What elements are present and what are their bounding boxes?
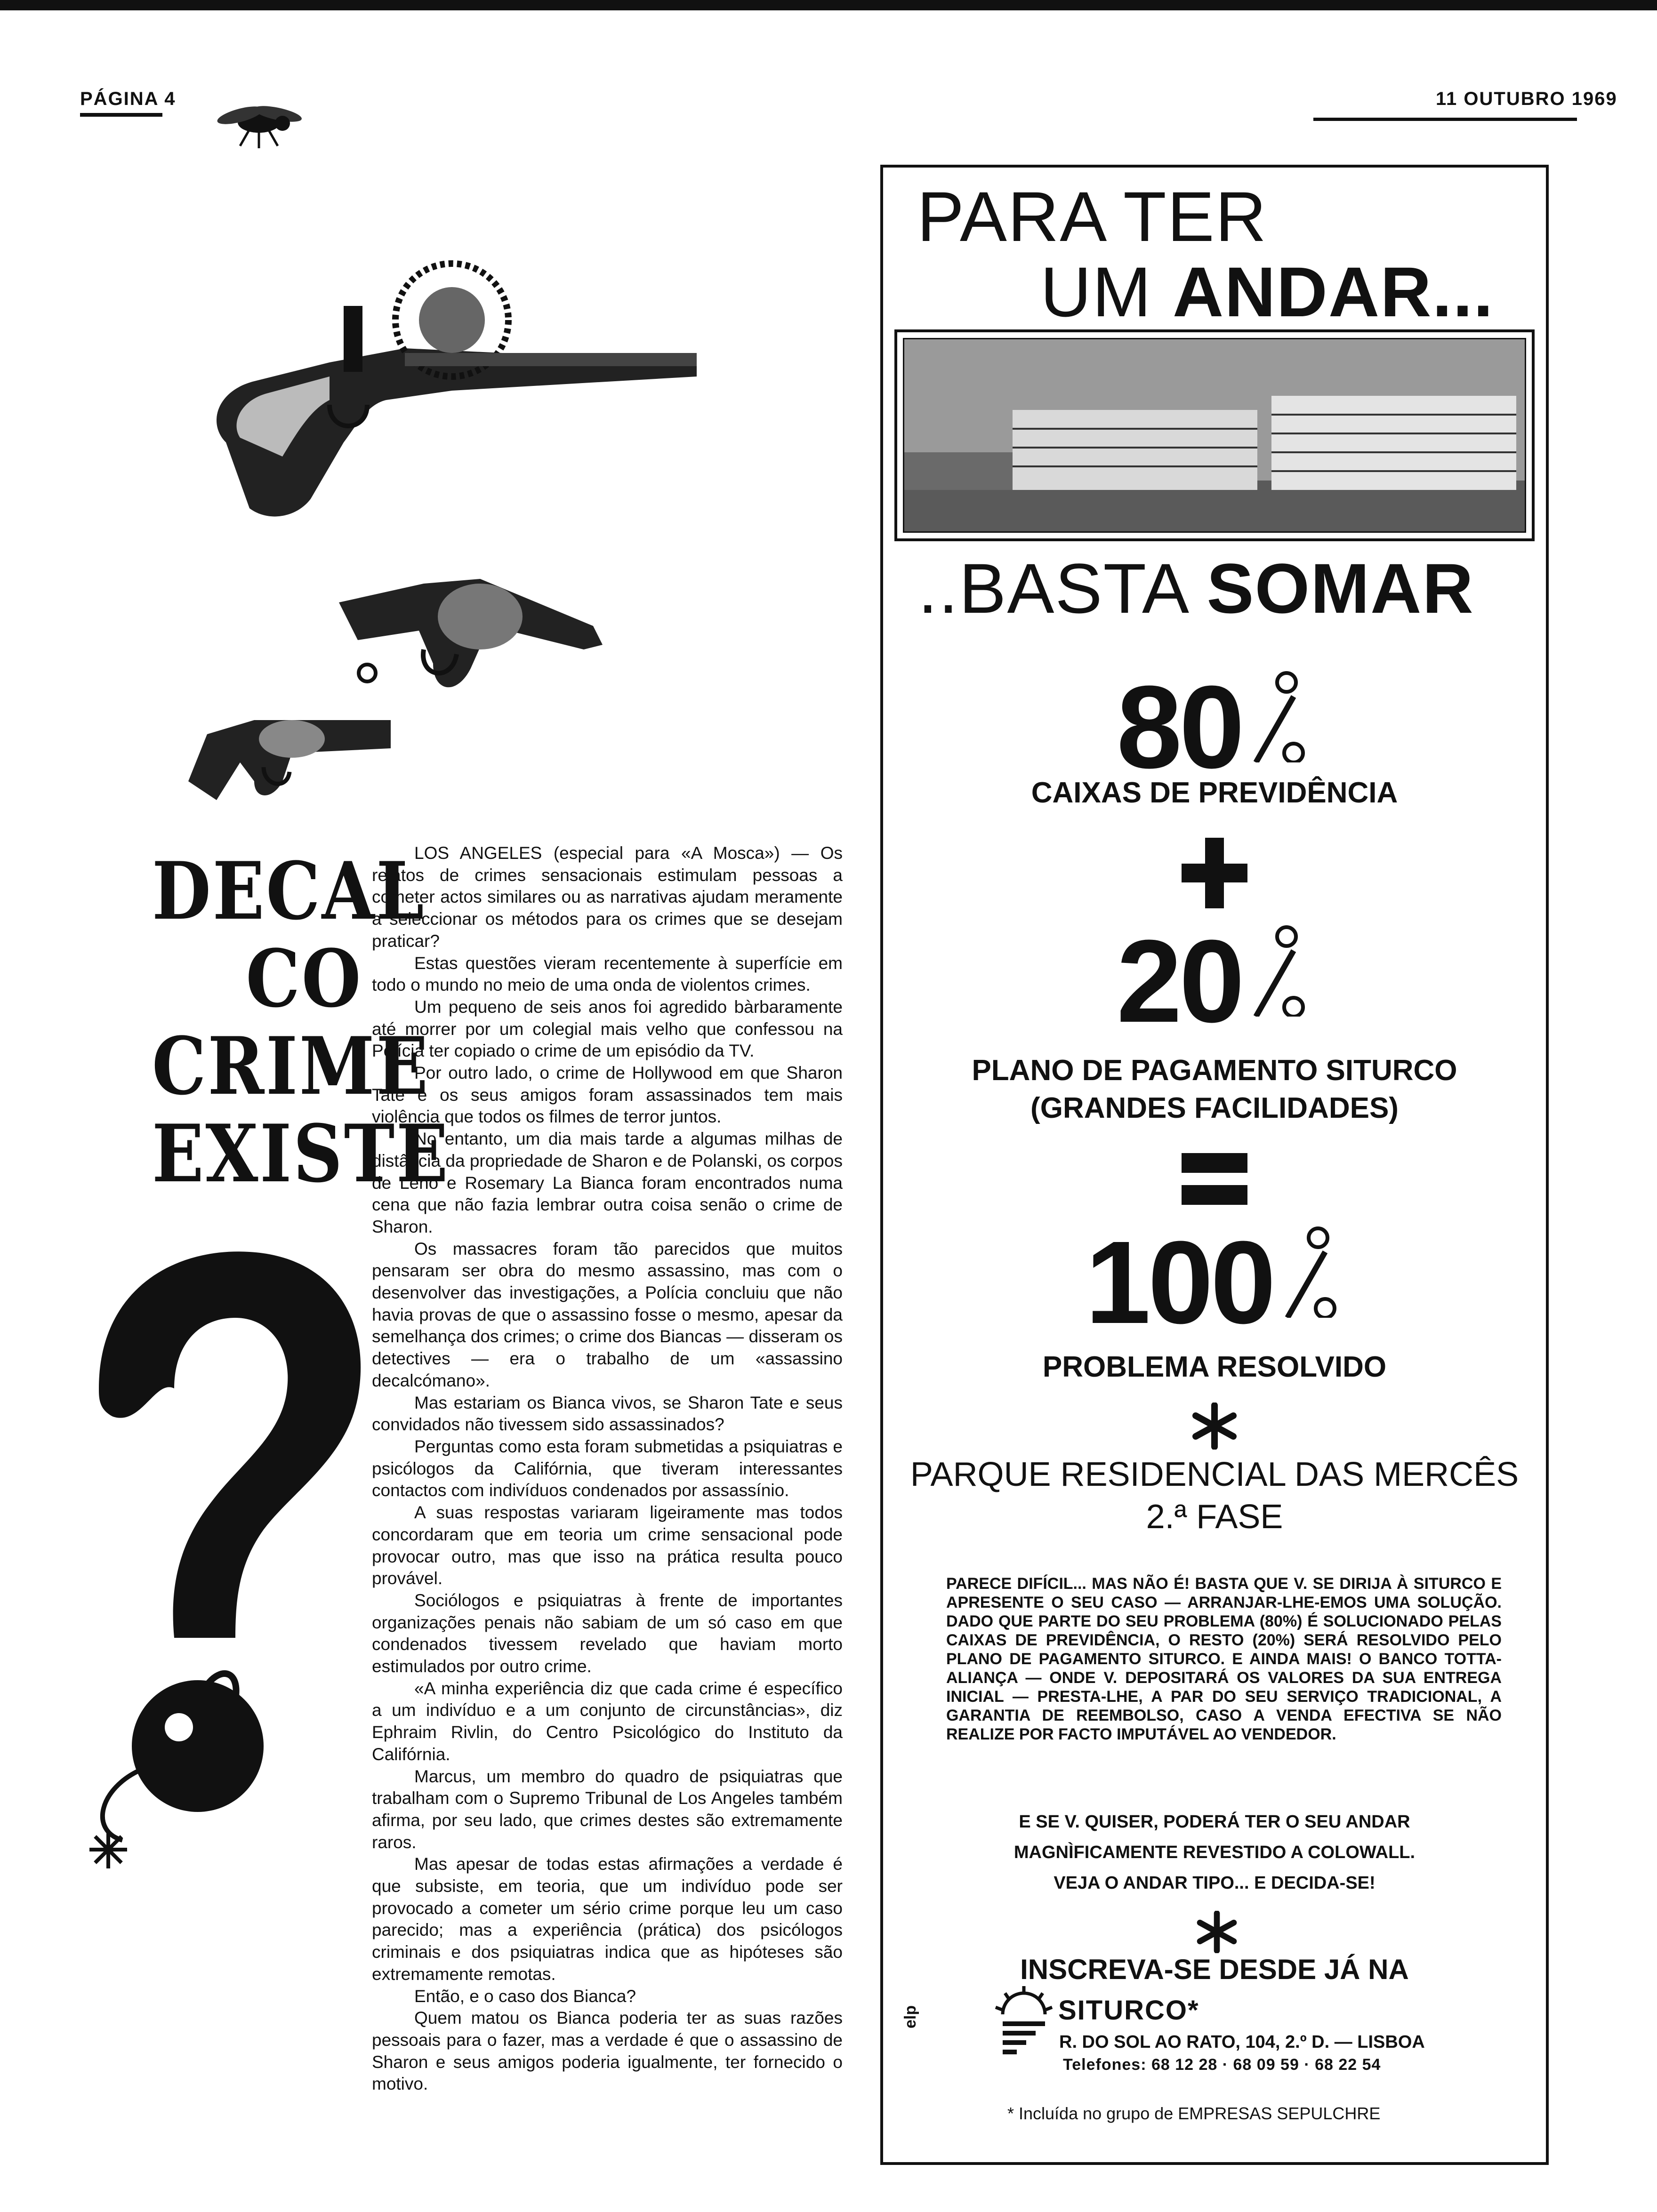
article-paragraph: Por outro lado, o crime de Hollywood em que Sharon Tate e os seus amigos foram assassinados tem mais violência que todos os filmes de terror juntos. [372,1063,843,1127]
percent-80-number: 80 [1116,661,1242,793]
article-paragraph: Quem matou os Bianca poderia ter as suas razões pessoais para o fazer, mas a verdade é que o assassino de Sharon e seus amigos poderia igualmente, ter fornecido o motivo. [372,2008,843,2094]
ad-title-line1: PARA TER [917,177,1268,256]
revolver-icon [339,579,603,687]
article-paragraph: Então, e o caso dos Bianca? [414,1986,636,2006]
percent-sign-icon [1242,668,1312,762]
inscreva-text: INSCREVA-SE DESDE JÁ NA [1020,1954,1409,1985]
article-paragraph: Mas estariam os Bianca vivos, se Sharon Tate e seus convidados não tivessem sido assassinados? [372,1393,843,1435]
percent-20-number: 20 [1116,915,1242,1047]
ad-footnote: * Incluída no grupo de EMPRESAS SEPULCHRE [1007,2104,1381,2123]
ad-body-text: PARECE DIFÍCIL... MAS NÃO É! BASTA QUE V. SE DIRIJA À SITURCO E APRESENTE O SEU CASO — ARRANJAR-LHE-EMOS UMA SOLUÇÃO. DADO QUE PARTE DO SEU PROBLEMA (80%) É SOLUCIONADO PELAS CAIXAS DE PREVIDÊNCIA, O RESTO (20%) SERÁ RESOLVIDO PELO PLANO DE PAGAMENTO SITURCO. E AINDA MAIS! O BANCO TOTTA-ALIANÇA — ONDE V. DEPOSITARÁ OS VALORES DA SUA ENTREGA INICIAL — PRESTA-LHE, A PAR DO SEU SERVIÇO TRADICIONAL, A GARANTIA DE REEMBOLSO, CASO A VENDA EFECTIVA SE NÃO REALIZE POR FACTO IMPUTÁVEL AO VENDEDOR. [946,1575,1502,1743]
ad-title-bold: ANDAR... [1172,252,1494,331]
equals-icon [1182,1148,1247,1210]
article-paragraph: Mas apesar de todas estas afirmações a verdade é que subsiste, em teoria, que um indivíduo pode ser provocado a cometer um sério crime porque leu um caso parecido; mas a experiência (prática) dos psicólogos criminais e dos psiquiatras indica que as hipóteses são extremamente remotas. [372,1854,843,1984]
ad-basta-light: ..BASTA [918,549,1207,628]
percent-sign-icon [1242,922,1312,1017]
siturco-phones: Telefones: 68 12 28 · 68 09 59 · 68 22 54 [1063,2056,1381,2074]
fly-icon [207,94,311,151]
question-mark-bomb-illustration [71,1247,372,1906]
percent-100 [880,1217,1549,1348]
label-resolvido: PROBLEMA RESOLVIDO [1042,1351,1387,1383]
building-photo-image [904,339,1526,533]
date-underline [1313,118,1577,121]
article-body [372,842,843,2095]
label-plano: PLANO DE PAGAMENTO SITURCO [972,1054,1457,1087]
article-paragraph: LOS ANGELES (especial para «A Mosca») — Os relatos de crimes sensacionais estimulam pessoas a cometer actos similares ou as narrativas ajudam meramente a seleccionar os métodos para os crimes que se desejam praticar? [372,843,843,951]
plus-icon [1182,838,1247,908]
label-facilidades: (GRANDES FACILIDADES) [1030,1092,1399,1124]
park-name: PARQUE RESIDENCIAL DAS MERCÊS [910,1456,1519,1493]
offer-line3: VEJA O ANDAR TIPO... E DECIDA-SE! [1054,1873,1375,1893]
park-phase: 2.ª FASE [1146,1498,1283,1536]
page-label: PÁGINA 4 [80,88,176,109]
agency-mark: elp [901,2005,919,2028]
headline-line: DECAL [152,844,426,938]
headline-line: CRIME [152,1019,430,1113]
ad-title-light: UM [1040,252,1173,331]
siturco-logo-icon [993,1986,1054,2061]
article-paragraph: A suas respostas variaram ligeiramente mas todos concordaram que em teoria um crime sensacional pode provocar outro, mas que isso na prática resulta pouco provável. [372,1503,843,1588]
siturco-logo-text: SITURCO* [1058,1995,1199,2026]
article-paragraph: Um pequeno de seis anos foi agredido bàrbaramente até morrer por um colegial mais velho que confessou na Polícia ter copiado o crime de um episódio da TV. [372,997,843,1061]
asterisk-icon [1196,1911,1238,1953]
headline-line: CO [246,932,362,1025]
article-paragraph: No entanto, um dia mais tarde a algumas milhas de distância da propriedade de Sharon e de Polanski, os corpos de Leno e Rosemary La Bianca foram encontrados numa cena que não fazia lembrar outra coisa senão o crime de Sharon. [372,1129,843,1236]
building-photo [903,338,1526,533]
article-paragraph: Estas questões vieram recentemente à superfície em todo o mundo no meio de uma onda de violentos crimes. [372,953,843,995]
percent-100-number: 100 [1085,1217,1273,1348]
headline-line: EXISTE [152,1107,450,1200]
offer-line1: E SE V. QUISER, PODERÁ TER O SEU ANDAR [1019,1812,1410,1832]
article-paragraph: Sociólogos e psiquiatras à frente de importantes organizações penais não sabiam de um só caso em que condenados tivessem revelado que haviam morto estimulados por outro crime. [372,1590,843,1676]
ad-title-line2 [1040,254,1494,329]
issue-date: 11 OUTUBRO 1969 [1436,88,1617,109]
spark-icon [89,1831,127,1868]
percent-20 [880,915,1549,1047]
article-paragraph: Marcus, um membro do quadro de psiquiatras que trabalham com o Supremo Tribunal de Los Angeles também afirma, por seu lado, que crimes destes são extremamente raros. [372,1766,843,1852]
offer-line2: MAGNÌFICAMENTE REVESTIDO A COLOWALL. [1014,1843,1416,1862]
ad-basta-somar [918,551,1474,626]
siturco-address: R. DO SOL AO RATO, 104, 2.º D. — LISBOA [1059,2032,1425,2052]
flintlock-pistol-icon [217,264,697,516]
asterisk-icon [1191,1403,1238,1450]
headline [118,844,450,1200]
article-paragraph: «A minha experiência diz que cada crime é específico a um indivíduo e a um conjunto de circunstâncias», diz Ephraim Rivlin, do Centro Psicológico do Instituto da Califórnia. [372,1678,843,1764]
article-paragraph: Os massacres foram tão parecidos que muitos pensaram ser obra do mesmo assassino, mas com o desenvolver das investigações, a Polícia concluiu que não havia provas de que o assassino fosse o mesmo, apesar da semelhança dos crimes; o crime dos Biancas — disseram os detectives — era o trabalho de um «assassino decalcómano». [372,1239,843,1390]
pistols-illustration [188,235,753,800]
ad-basta-bold: SOMAR [1207,549,1474,628]
label-caixas: CAIXAS DE PREVIDÊNCIA [1031,777,1398,809]
percent-sign-icon [1273,1224,1344,1318]
article-paragraph: Perguntas como esta foram submetidas a psiquiatras e psicólogos da Califórnia, que tiveram interessantes contactos com indivíduos condenados por assassínio. [372,1436,843,1500]
page-label-underline [80,113,162,117]
revolver-small-icon [188,720,391,800]
top-rule [0,0,1657,10]
